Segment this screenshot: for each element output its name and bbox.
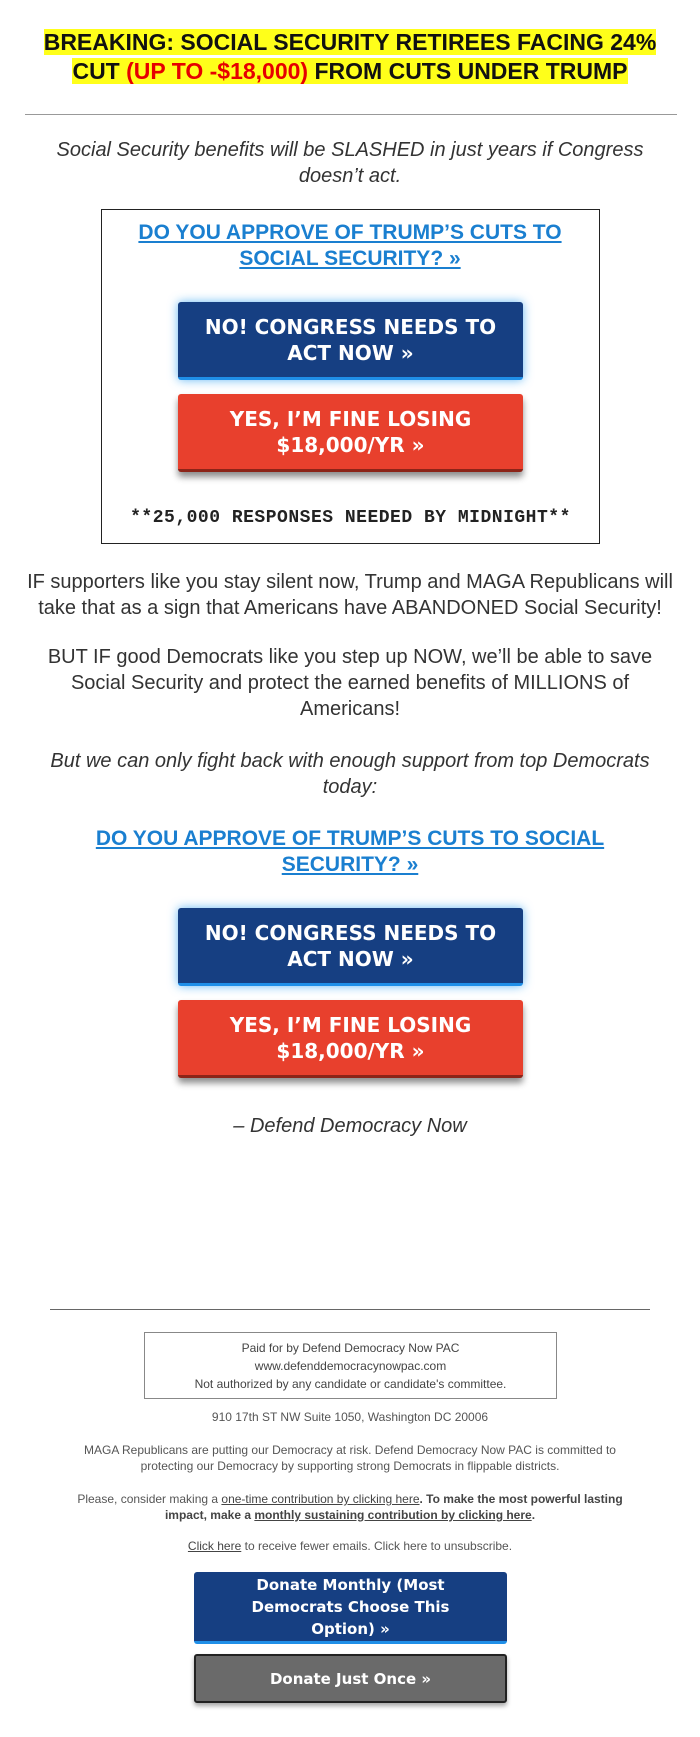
fewer-emails-text (50, 1538, 650, 1554)
body-paragraph-1: IF supporters like you stay silent now, Trump and MAGA Republicans will take that as a sign that Americans have ABANDONED Social Security! (27, 571, 673, 619)
authorization-text: Not authorized by any candidate or candidate's committee. (194, 1377, 507, 1391)
donate-monthly-button[interactable] (194, 1572, 507, 1644)
vote-no-label-2: NO! CONGRESS NEEDS TO ACT NOW » (204, 920, 497, 971)
contribution-end: . (531, 1508, 536, 1522)
monthly-contribution-link[interactable]: monthly sustaining contribution by clicking here (254, 1508, 532, 1522)
responses-deadline: **25,000 RESPONSES NEEDED BY MIDNIGHT** (130, 508, 571, 528)
headline-suffix: FROM CUTS UNDER TRUMP (308, 58, 628, 84)
website-text: www.defenddemocracynowpac.com (254, 1359, 447, 1373)
contribution-prefix: Please, consider making a (77, 1492, 222, 1506)
headline-line-2 (72, 58, 627, 84)
header-divider (25, 114, 677, 115)
headline (20, 28, 680, 86)
contribution-mid: . To make the most powerful lasting impact, make a (164, 1492, 623, 1522)
address-text: 910 17th ST NW Suite 1050, Washington DC 20006 (211, 1410, 489, 1424)
signature: – Defend Democracy Now (233, 1115, 467, 1137)
body-paragraph-2: BUT IF good Democrats like you step up NOW, we’ll be able to save Social Security and protect the earned benefits of MILLIONS of Americans! (47, 646, 653, 720)
disclaimer-box (144, 1332, 557, 1399)
donate-monthly-label: Donate Monthly (Most Democrats Choose This Option) » (251, 1575, 450, 1638)
headline-amount: (UP TO -$18,000) (126, 58, 309, 84)
fewer-emails-link[interactable]: Click here (187, 1539, 242, 1553)
one-time-contribution-link[interactable]: one-time contribution by clicking here (221, 1492, 420, 1506)
vote-yes-button[interactable] (178, 394, 523, 472)
vote-no-button-2[interactable] (178, 908, 523, 986)
footer-divider (50, 1309, 650, 1310)
poll-question-link[interactable]: DO YOU APPROVE OF TRUMP’S CUTS TO SOCIAL SECURITY? » (138, 221, 562, 270)
intro-text: Social Security benefits will be SLASHED in just years if Congress doesn’t act. (56, 139, 644, 187)
paid-for-text: Paid for by Defend Democracy Now PAC (241, 1341, 460, 1355)
vote-no-label: NO! CONGRESS NEEDS TO ACT NOW » (204, 314, 497, 365)
vote-yes-label-2: YES, I’M FINE LOSING $18,000/YR » (229, 1012, 472, 1063)
headline-line-1: BREAKING: SOCIAL SECURITY RETIREES FACING 24% (43, 29, 657, 55)
vote-yes-button-2[interactable] (178, 1000, 523, 1078)
donate-once-label: Donate Just Once » (269, 1669, 432, 1688)
vote-yes-label: YES, I’M FINE LOSING $18,000/YR » (229, 406, 472, 457)
poll-question-link-2[interactable]: DO YOU APPROVE OF TRUMP’S CUTS TO SOCIAL SECURITY? » (95, 827, 605, 876)
contribution-text (60, 1491, 640, 1523)
body-paragraph-3: But we can only fight back with enough support from top Democrats today: (50, 750, 650, 798)
vote-no-button[interactable] (178, 302, 523, 380)
headline-prefix: CUT (72, 58, 127, 84)
mission-text: MAGA Republicans are putting our Democracy at risk. Defend Democracy Now PAC is committed to protecting our Democracy by supporting strong Democrats in flippable districts. (84, 1443, 616, 1473)
donate-once-button[interactable] (194, 1654, 507, 1703)
unsubscribe-text: to receive fewer emails. Click here to unsubscribe. (241, 1539, 513, 1553)
